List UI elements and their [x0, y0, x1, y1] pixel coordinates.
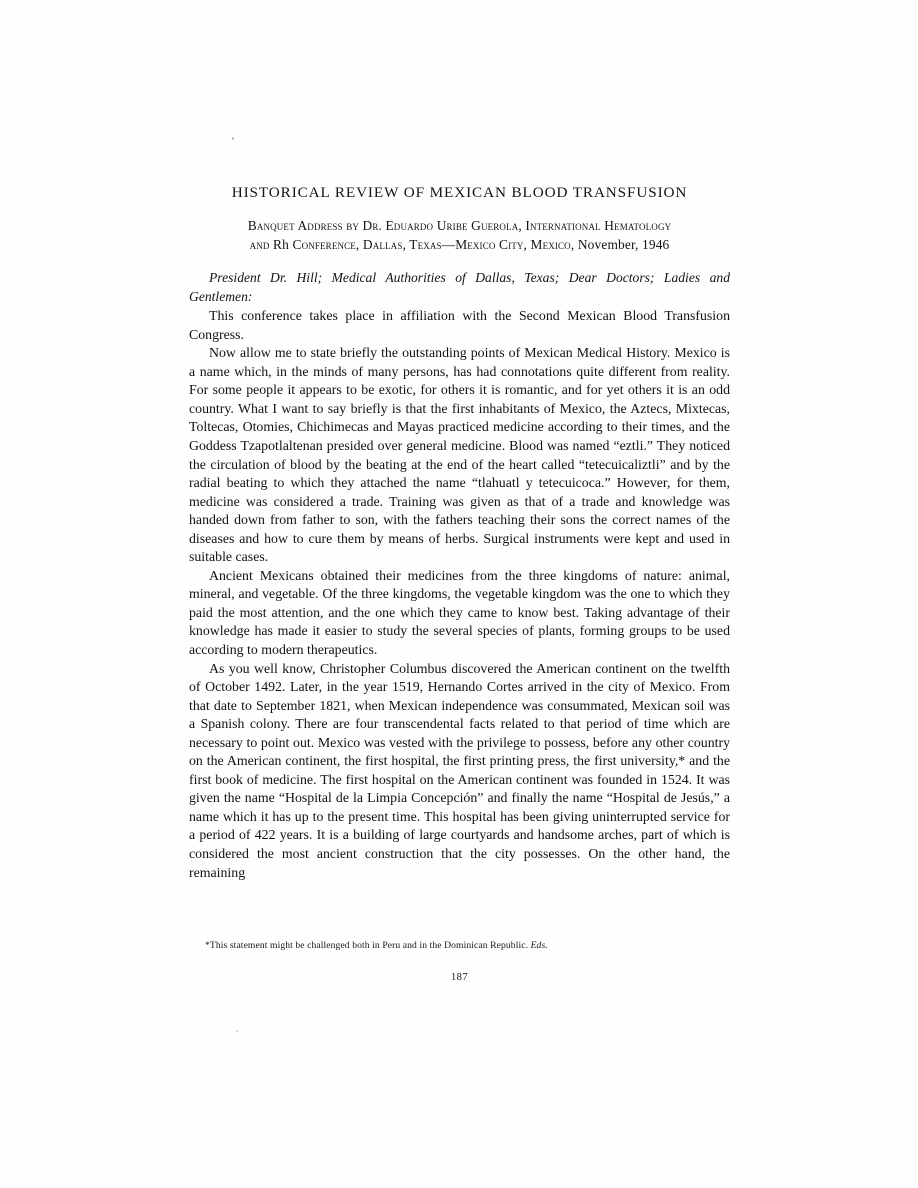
- byline: [189, 216, 730, 254]
- byline-line-2-prefix: and: [249, 237, 270, 253]
- page-title: HISTORICAL REVIEW OF MEXICAN BLOOD TRANSFUSION: [231, 184, 688, 201]
- paragraph-columbus-colonial: As you well know, Christopher Columbus discovered the American continent on the twelfth of October 1492. Later, in the year 1519, Hernando Cortes arrived in the city of Mexico. From that date to September 1821, when Mexican independence was consummated, Mexican soil was a Spanish colony. There are four transcendental facts related to that period of time which are necessary to point out. Mexico was vested with the privilege to possess, before any other country on the American continent, the first hospital, the first printing press, the first university,* and the first book of medicine. The first hospital on the American continent was founded in 1524. It was given the name “Hospital de la Limpia Concepción” and finally the name “Hospital de Jesús,” a name which it has up to the present time. This hospital has been giving uninterrupted service for a period of 422 years. It is a building of large courtyards and handsome arches, part of which is considered the most ancient construction that the city possesses. On the other hand, the remaining: [189, 660, 730, 880]
- paragraph-conference: This conference takes place in affiliation with the Second Mexican Blood Transfusion Congress.: [189, 308, 730, 342]
- footnote-attribution: Eds.: [530, 940, 548, 951]
- footnote-area: [189, 940, 730, 952]
- article-body: [189, 183, 730, 882]
- page-number: 187: [451, 972, 468, 983]
- scan-speck-artifact: [236, 1030, 238, 1032]
- byline-line-1: Banquet Address by Dr. Eduardo Uribe Guerola, International Hematology: [247, 218, 672, 233]
- footnote-text: *This statement might be challenged both in Peru and in the Dominican Republic.: [205, 940, 529, 951]
- byline-rh-label: Rh: [273, 237, 289, 253]
- scan-speck-artifact: [232, 137, 234, 140]
- paragraph-three-kingdoms: Ancient Mexicans obtained their medicines from the three kingdoms of nature: animal, mineral, and vegetable. Of the three kingdoms, the vegetable kingdom was the one to which they paid the most attention, and the one which they came to know best. Taking advantage of their knowledge has made it easier to study the several species of plants, forming groups to be used according to modern therapeutics.: [189, 567, 730, 657]
- byline-date: November, 1946: [577, 237, 670, 253]
- byline-line-2-conference: Conference, Dallas, Texas—Mexico City, Mexico,: [292, 237, 575, 253]
- footnote: [189, 940, 730, 952]
- salutation: President Dr. Hill; Medical Authorities of Dallas, Texas; Dear Doctors; Ladies and Gentlemen:: [189, 270, 730, 304]
- paragraph-medical-history: Now allow me to state briefly the outstanding points of Mexican Medical History. Mexico is a name which, in the minds of many persons, has had connotations quite different from reality. For some people it appears to be exotic, for others it is romantic, and for yet others it is an odd country. What I want to say briefly is that the first inhabitants of Mexico, the Aztecs, Mixtecas, Toltecas, Otomies, Chichimecas and Mayas practiced medicine according to their times, and the Goddess Tzapotlaltenan presided over general medicine. Blood was named “eztli.” They noticed the circulation of blood by the beating at the end of the heart called “tetecuicaliztli” and by the radial beating to which they attached the name “tlahuatl y tetecuicoca.” However, for them, medicine was considered a trade. Training was given as that of a trade and knowledge was handed down from father to son, with the fathers teaching their sons the correct names of the diseases and how to cure them by means of herbs. Surgical instruments were kept and used in suitable cases.: [189, 345, 730, 565]
